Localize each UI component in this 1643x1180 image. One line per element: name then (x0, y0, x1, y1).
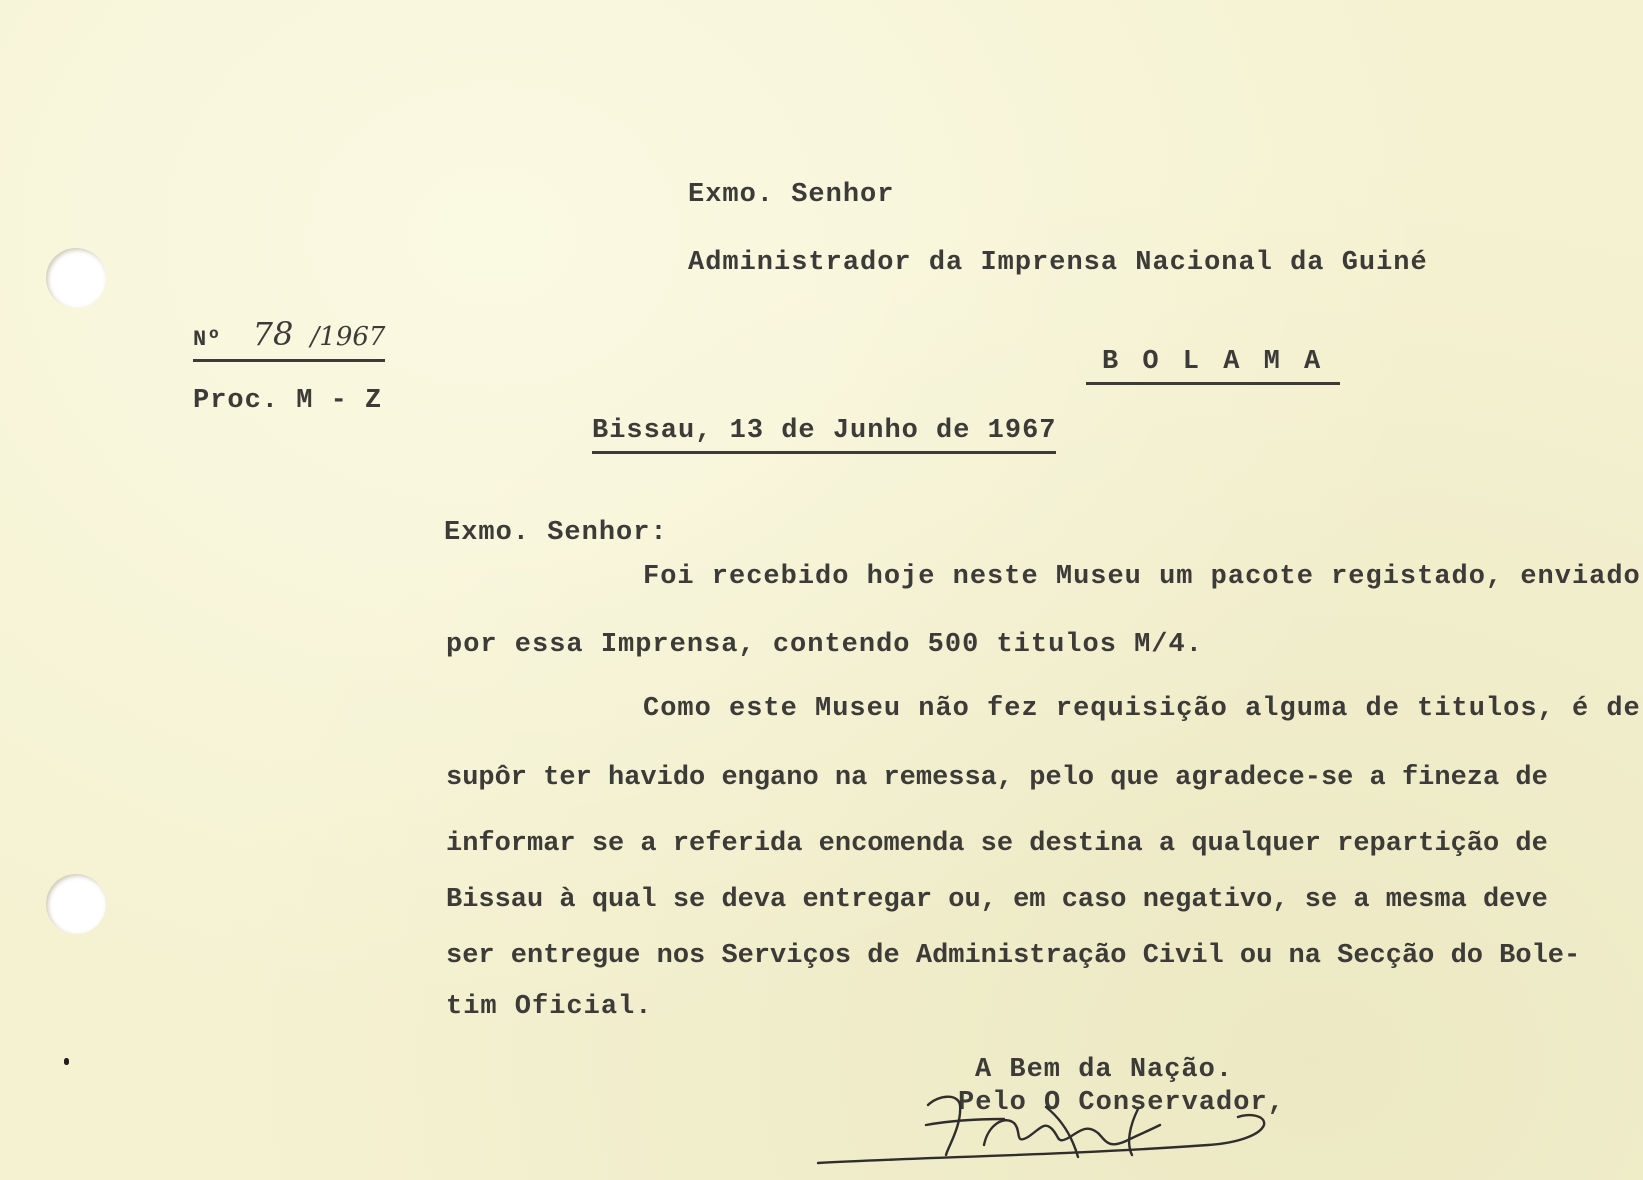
punch-hole-top (46, 248, 106, 308)
closing-line: A Bem da Nação. (975, 1055, 1234, 1085)
body-line: tim Oficial. (446, 992, 653, 1022)
letter-greeting: Exmo. Senhor: (444, 518, 668, 548)
body-line: por essa Imprensa, contendo 500 titulos M/4. (446, 630, 1203, 660)
addressee-title: Administrador da Imprensa Nacional da Guiné (688, 248, 1428, 278)
process-reference: Proc. M - Z (193, 386, 383, 416)
reference-number-year: /1967 (310, 322, 386, 352)
paper-speck (64, 1058, 69, 1065)
punch-hole-bottom (46, 874, 106, 934)
body-line: informar se a referida encomenda se destina a qualquer repartição de (446, 829, 1548, 859)
body-line: Bissau à qual se deva entregar ou, em caso negativo, se a mesma deve (446, 885, 1548, 915)
reference-number-handwritten: 78 (252, 315, 294, 353)
body-line: Como este Museu não fez requisição alguma de titulos, é de (643, 694, 1641, 724)
reference-number (193, 315, 386, 362)
body-line: supôr ter havido engano na remessa, pelo que agradece-se a fineza de (446, 763, 1548, 793)
date-line: Bissau, 13 de Junho de 1967 (592, 418, 1056, 454)
addressee-city: B O L A M A (1086, 349, 1340, 385)
body-line: ser entregue nos Serviços de Administração Civil ou na Secção do Bole- (446, 941, 1581, 971)
body-line: Foi recebido hoje neste Museu um pacote registado, enviado (643, 562, 1641, 592)
reference-number-prefix: Nº (193, 327, 222, 352)
addressee-salutation: Exmo. Senhor (688, 180, 895, 210)
handwritten-signature-icon (808, 1085, 1278, 1180)
closing-signatory: Pelo O Conservador, (958, 1088, 1285, 1118)
